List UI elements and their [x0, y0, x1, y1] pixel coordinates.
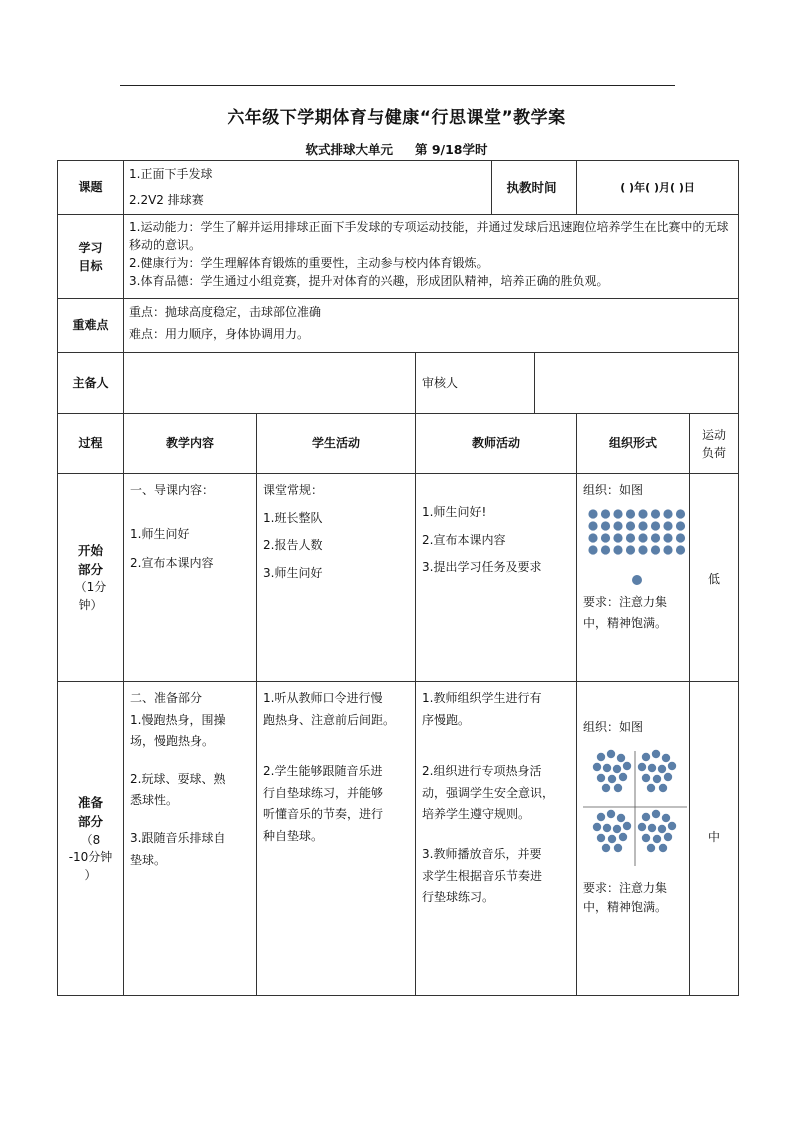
student-dot: [638, 823, 646, 831]
student-dot: [613, 545, 622, 554]
student-dot: [613, 765, 621, 773]
objective-2: 2.健康行为：学生理解体育锻炼的重要性，主动参与校内体育锻炼。: [129, 256, 489, 270]
section-warmup-time-3: ）: [84, 867, 97, 882]
warmup-student-5: 听懂音乐的节奏，进行: [263, 807, 384, 822]
section-warmup-load: 中: [690, 682, 739, 996]
student-dot: [676, 521, 685, 530]
student-dot: [626, 509, 635, 518]
student-dot: [642, 834, 650, 842]
student-dot: [608, 775, 616, 783]
section-start-time-2: 钟）: [78, 597, 103, 612]
section-warmup-time-2: -10分钟: [68, 850, 113, 865]
teacher-dot: [632, 575, 642, 585]
objective-1: 1.运动能力：学生了解并运用排球正面下手发球的专项运动技能，并通过发球后迅速跑位培养学生在比赛中的无球移动的意识。: [129, 220, 729, 252]
col-student: 学生活动: [257, 414, 416, 474]
warmup-content-4: 2.玩球、耍球、熟: [130, 771, 226, 786]
student-dot: [663, 521, 672, 530]
section-warmup-organization: [577, 682, 690, 996]
student-dot: [597, 753, 605, 761]
warmup-teacher-2: 序慢跑。: [422, 712, 471, 727]
objectives-label-1: 学习: [78, 240, 103, 255]
student-dot: [663, 545, 672, 554]
student-dot: [642, 813, 650, 821]
reviewer-value: [534, 353, 738, 413]
section-start-name-2: 部分: [77, 562, 103, 578]
start-student-3: 2.报告人数: [263, 538, 323, 553]
student-dot: [613, 509, 622, 518]
section-start-row: [58, 474, 739, 682]
start-teacher-3: 3.提出学习任务及要求: [422, 560, 542, 575]
formation-grid-diagram: [587, 508, 687, 588]
section-start-name-1: 开始: [77, 542, 103, 558]
page-subtitle: [0, 140, 793, 158]
student-dot: [623, 822, 631, 830]
key-points-label: 重难点: [58, 299, 124, 353]
warmup-teacher-8: 行垫球练习。: [422, 890, 495, 905]
student-dot: [651, 509, 660, 518]
warmup-student-1: 1.听从教师口令进行慢: [263, 691, 383, 705]
section-warmup-name-2: 部分: [77, 814, 103, 830]
student-dot: [647, 844, 655, 852]
student-dot: [638, 521, 647, 530]
warmup-teacher-6: 3.教师播放音乐，并要: [422, 846, 542, 861]
student-dot: [603, 764, 611, 772]
start-org-req-1: 要求：注意力集: [583, 594, 668, 609]
student-dot: [651, 545, 660, 554]
key-points-cell: [124, 299, 739, 353]
preparers-row: [58, 353, 739, 414]
warmup-teacher-1: 1.教师组织学生进行有: [422, 691, 542, 705]
student-dot: [607, 810, 615, 818]
top-rule: [120, 85, 675, 86]
reviewer-label: 审核人: [422, 375, 459, 390]
student-dot: [662, 814, 670, 822]
time-label: 执教时间: [491, 161, 571, 214]
student-dot: [614, 844, 622, 852]
section-warmup-label: [58, 682, 124, 996]
student-dot: [658, 765, 666, 773]
warmup-content-2: 1.慢跑热身，围操: [130, 712, 226, 727]
difficulty-point: 难点：用力顺序，身体协调用力。: [129, 326, 310, 341]
time-value: ( )年( )月( )日: [577, 161, 739, 215]
student-dot: [653, 835, 661, 843]
student-dot: [626, 521, 635, 530]
reviewer-cell: [416, 353, 739, 414]
unit-name: 软式排球大单元: [305, 142, 393, 157]
section-warmup-teacher: [416, 682, 577, 996]
student-dot: [638, 509, 647, 518]
warmup-student-2: 跑热身、注意前后间距。: [263, 712, 396, 727]
student-dot: [651, 521, 660, 530]
student-dot: [652, 810, 660, 818]
student-dot: [647, 784, 655, 792]
topic-cell: [124, 161, 577, 215]
col-load-2: 负荷: [702, 445, 727, 460]
student-dot: [659, 784, 667, 792]
section-start-organization: [577, 474, 690, 682]
student-dot: [588, 509, 597, 518]
warmup-student-3: 2.学生能够跟随音乐进: [263, 764, 383, 779]
section-warmup-row: [58, 682, 739, 996]
col-load: [690, 414, 739, 474]
student-dot: [652, 750, 660, 758]
warmup-org-req-2: 中，精神饱满。: [583, 900, 668, 915]
warmup-org-req-1: 要求：注意力集: [583, 881, 668, 896]
lesson-number: 第 9/18学时: [415, 142, 488, 157]
warmup-teacher-7: 求学生根据音乐节奏进: [422, 868, 543, 883]
start-content-3: 2.宣布本课内容: [130, 556, 214, 571]
start-student-2: 1.班长整队: [263, 510, 323, 525]
start-content-2: 1.师生问好: [130, 526, 190, 541]
student-dot: [588, 545, 597, 554]
topic-row: [58, 161, 739, 215]
main-preparer-label: 主备人: [58, 353, 124, 414]
start-student-1: 课堂常规：: [263, 483, 324, 497]
warmup-teacher-4: 动，强调学生安全意识，: [422, 785, 555, 800]
key-point: 重点：抛球高度稳定，击球部位准确: [129, 305, 322, 319]
student-dot: [638, 545, 647, 554]
student-dot: [613, 521, 622, 530]
student-dot: [608, 835, 616, 843]
student-dot: [601, 509, 610, 518]
student-dot: [638, 763, 646, 771]
topic-line-1: 1.正面下手发球: [129, 167, 213, 181]
student-dot: [588, 533, 597, 542]
student-dot: [619, 773, 627, 781]
col-load-1: 运动: [702, 427, 727, 442]
student-dot: [651, 533, 660, 542]
formation-quadrant-diagram: [583, 741, 687, 871]
student-dot: [648, 824, 656, 832]
start-student-4: 3.师生问好: [263, 565, 323, 580]
warmup-org-label: 组织：如图: [583, 720, 644, 734]
student-dot: [597, 813, 605, 821]
student-dot: [653, 775, 661, 783]
student-dot: [668, 822, 676, 830]
student-dot: [602, 784, 610, 792]
start-teacher-2: 2.宣布本课内容: [422, 532, 506, 547]
student-dot: [603, 824, 611, 832]
student-dot: [662, 754, 670, 762]
student-dot: [601, 545, 610, 554]
student-dot: [593, 763, 601, 771]
start-content-1: 一、导课内容：: [130, 483, 215, 497]
student-dot: [597, 774, 605, 782]
warmup-teacher-5: 培养学生遵守规则。: [422, 807, 531, 822]
warmup-content-7: 垫球。: [130, 852, 167, 867]
section-start-label: [58, 474, 124, 682]
student-dot: [663, 533, 672, 542]
student-dot: [588, 521, 597, 530]
col-teacher: 教师活动: [416, 414, 577, 474]
student-dot: [659, 844, 667, 852]
student-dot: [607, 750, 615, 758]
student-dot: [626, 545, 635, 554]
student-dot: [626, 533, 635, 542]
student-dot: [676, 533, 685, 542]
student-dot: [619, 833, 627, 841]
student-dot: [593, 823, 601, 831]
student-dot: [617, 754, 625, 762]
topic-label: 课题: [58, 161, 124, 215]
student-dot: [613, 533, 622, 542]
section-start-teacher: [416, 474, 577, 682]
student-dot: [623, 762, 631, 770]
section-start-student: [257, 474, 416, 682]
student-dot: [602, 844, 610, 852]
col-process: 过程: [58, 414, 124, 474]
page-title: 六年级下学期体育与健康“行思课堂”教学案: [227, 108, 566, 128]
objectives-row: [58, 215, 739, 299]
start-teacher-1: 1.师生问好!: [422, 505, 487, 519]
warmup-student-6: 种自垫球。: [263, 828, 324, 843]
section-warmup-student: [257, 682, 416, 996]
warmup-content-5: 悉球性。: [130, 793, 179, 808]
topic-line-2: 2.2V2 排球赛: [129, 193, 204, 208]
lesson-plan-table: [57, 160, 739, 996]
objective-3: 3.体育品德：学生通过小组竞赛，提升对体育的兴趣，形成团队精神，培养正确的胜负观。: [129, 274, 609, 288]
main-preparer-value: [124, 353, 416, 414]
student-dot: [613, 825, 621, 833]
student-dot: [601, 533, 610, 542]
student-dot: [664, 833, 672, 841]
student-dot: [658, 825, 666, 833]
col-content: 教学内容: [124, 414, 257, 474]
section-start-load: 低: [690, 474, 739, 682]
student-dot: [642, 753, 650, 761]
objectives-label: [58, 215, 124, 299]
warmup-content-6: 3.跟随音乐排球自: [130, 830, 226, 845]
warmup-teacher-3: 2.组织进行专项热身活: [422, 764, 542, 779]
student-dot: [676, 509, 685, 518]
student-dot: [668, 762, 676, 770]
student-dot: [676, 545, 685, 554]
objectives-label-2: 目标: [78, 258, 103, 273]
student-dot: [597, 834, 605, 842]
section-start-content: [124, 474, 257, 682]
start-org-req-2: 中，精神饱满。: [583, 616, 668, 631]
student-dot: [663, 509, 672, 518]
section-warmup-content: [124, 682, 257, 996]
section-warmup-name-1: 准备: [77, 795, 103, 811]
column-header-row: [58, 414, 739, 474]
section-warmup-time-1: （8: [80, 832, 101, 847]
student-dot: [642, 774, 650, 782]
warmup-content-1: 二、准备部分: [130, 691, 203, 705]
student-dot: [601, 521, 610, 530]
student-dot: [648, 764, 656, 772]
objectives-cell: [124, 215, 739, 299]
student-dot: [664, 773, 672, 781]
student-dot: [617, 814, 625, 822]
warmup-student-4: 行自垫球练习，并能够: [263, 785, 384, 800]
section-start-time-1: （1分: [74, 580, 107, 595]
student-dot: [614, 784, 622, 792]
warmup-content-3: 场，慢跑热身。: [130, 734, 215, 749]
student-dot: [638, 533, 647, 542]
key-points-row: [58, 299, 739, 353]
col-organization: 组织形式: [577, 414, 690, 474]
start-org-label: 组织：如图: [583, 483, 644, 497]
